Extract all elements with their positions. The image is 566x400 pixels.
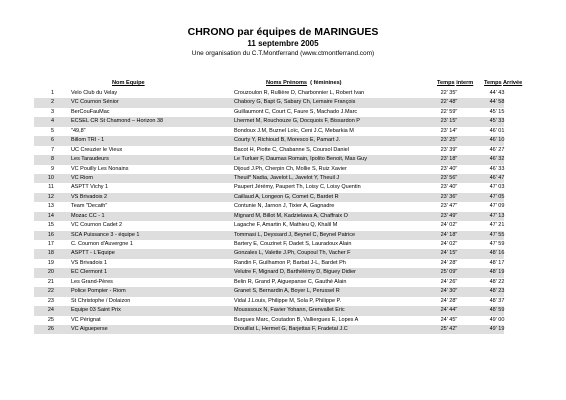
arrival-time-cell: 48' 17: [489, 259, 505, 266]
table-row: [34, 221, 504, 230]
header-names-note: ( féminines): [310, 80, 342, 86]
names-cell: Velutre F, Mignard D, Barthélémy D, Biguey Didier: [234, 269, 356, 276]
arrival-time-cell: 47' 59: [489, 241, 505, 247]
names-cell: Theuil* Nadia, Javelot L, Javelot Y, Theuil J: [234, 174, 340, 181]
team-cell: Billom TRI - 1: [71, 137, 105, 144]
team-cell: Police Pompier - Riom: [71, 288, 126, 295]
arrival-time-cell: 47' 55: [489, 231, 505, 238]
table-row: [34, 136, 504, 145]
rank-cell: 4: [50, 118, 54, 125]
table-row: [34, 193, 504, 202]
arrival-time-cell: 46' 33: [489, 165, 505, 172]
table-row: [34, 165, 504, 174]
intermediate-time-cell: 24' 02": [440, 241, 458, 247]
team-cell: VC Aigueperse: [71, 325, 108, 332]
results-table: [34, 89, 504, 334]
arrival-time-cell: 48' 37: [489, 297, 505, 304]
arrival-time-cell: 48' 23: [489, 288, 505, 295]
names-cell: Randin F, Guilhamon P, Barbat J-L, Bardet Ph: [234, 259, 346, 266]
team-cell: ASPTT - L'Equipe: [71, 250, 115, 257]
table-row: [34, 278, 504, 287]
team-cell: UC Creuzier le Vieux: [71, 146, 123, 153]
intermediate-time-cell: 24' 30": [440, 288, 458, 295]
intermediate-time-cell: 23' 14": [440, 127, 458, 134]
arrival-time-cell: 47' 13: [489, 212, 505, 219]
table-row: [34, 325, 504, 334]
table-row: [34, 316, 504, 325]
header-team: Nom Equipe: [112, 80, 145, 86]
intermediate-time-cell: 23' 47": [440, 203, 458, 210]
table-row: [34, 268, 504, 277]
arrival-time-cell: 49' 00: [489, 316, 505, 323]
team-cell: St Christophe / Dolaizon: [71, 297, 131, 304]
header-interm-label: interm: [456, 80, 474, 86]
table-row: [34, 202, 504, 211]
arrival-time-cell: 46' 01: [489, 127, 505, 134]
intermediate-time-cell: 24' 26": [440, 278, 458, 285]
names-cell: Contunie N, Jarnon J, Tixier A, Gagnadre: [234, 203, 335, 210]
intermediate-time-cell: 23' 15": [440, 118, 458, 125]
arrival-time-cell: 49' 19: [489, 325, 505, 332]
rank-cell: 17: [47, 241, 54, 247]
names-cell: Bondoux J.M, Buznel Loïc, Ceni J.C, Mebarkia M: [234, 127, 354, 134]
intermediate-time-cell: 25' 42": [440, 325, 458, 332]
header-temps-label: Temps: [437, 80, 455, 86]
names-cell: Chabory G, Bapt G, Sabary Ch, Lemaire François: [234, 99, 356, 106]
arrival-time-cell: 48' 59: [489, 307, 505, 314]
rank-cell: 26: [47, 325, 54, 332]
rank-cell: 13: [47, 203, 54, 210]
rank-cell: 10: [47, 174, 54, 181]
table-row: [34, 249, 504, 258]
arrival-time-cell: 47' 09: [489, 203, 505, 210]
names-cell: Guillaumont C, Court C, Faure S, Machado J.Marc: [234, 108, 358, 115]
team-cell: Team "Decath": [71, 203, 108, 210]
team-cell: VS Brivadois 1: [71, 259, 108, 266]
intermediate-time-cell: 23' 40": [440, 184, 458, 191]
rank-cell: 12: [47, 193, 54, 200]
names-cell: Dijoud J.Ph, Cherpin Ch, Mollie S, Ruiz Xavier: [234, 165, 347, 172]
team-cell: Mozac CC - 1: [71, 212, 105, 219]
table-row: [34, 89, 504, 98]
arrival-time-cell: 47' 05: [489, 193, 505, 200]
rank-cell: 9: [50, 165, 54, 172]
table-row: [34, 98, 504, 107]
names-cell: Crouzoulon R, Rullière D, Charbonnier L, Robert Ivan: [234, 90, 365, 96]
table-row: [34, 108, 504, 117]
names-cell: Tommasi L, Deyssard J, Beynel C, Beynel Patrice: [234, 231, 356, 238]
intermediate-time-cell: 23' 25": [440, 137, 458, 144]
names-cell: Courty Y, Richioud B, Moresco E, Pamart J.: [234, 137, 341, 144]
arrival-time-cell: 46' 27: [489, 146, 505, 153]
table-row: [34, 297, 504, 306]
team-cell: Les Grand-Pères: [71, 278, 113, 285]
names-cell: Drouillat L, Hermet G, Barjettas F, Fradetal J.C: [234, 325, 348, 332]
team-cell: VC Pérignat: [71, 316, 101, 323]
intermediate-time-cell: 24' 18": [440, 231, 458, 238]
arrival-time-cell: 46' 32: [489, 156, 505, 163]
arrival-time-cell: 45' 33: [489, 118, 505, 125]
intermediate-time-cell: 23' 18": [440, 156, 458, 163]
team-cell: ASPTT Vichy 1: [71, 184, 109, 191]
intermediate-time-cell: 23' 39": [440, 146, 458, 153]
names-cell: Lhermet M, Rouchouze G, Docquois F, Bissardon P: [234, 118, 360, 125]
arrival-time-cell: 48' 16: [489, 250, 505, 257]
arrival-time-cell: 45' 15: [489, 108, 505, 115]
rank-cell: 20: [47, 269, 54, 276]
page-title: CHRONO par équipes de MARINGUES: [187, 26, 379, 38]
names-cell: Caillaud A, Longeon G, Comet C, Bardet R: [234, 193, 339, 200]
rank-cell: 19: [47, 259, 54, 266]
rank-cell: 5: [50, 127, 54, 134]
names-cell: Mignard M, Billot M, Kadzielawa A, Chaffraix O: [234, 212, 348, 219]
names-cell: Paupert Jérémy, Paupert Th, Loisy C, Loisy Quentin: [234, 184, 361, 191]
team-cell: Equipe 03 Saint Prix: [71, 307, 121, 314]
table-row: [34, 127, 504, 136]
table-row: [34, 240, 504, 249]
table-row: [34, 231, 504, 240]
names-cell: Belin R, Grand P, Aiguepanse C, Gauthé Alain: [234, 278, 347, 285]
intermediate-time-cell: 24' 44": [440, 307, 458, 314]
rank-cell: 21: [47, 278, 54, 285]
intermediate-time-cell: 23' 49": [440, 212, 458, 219]
names-cell: Lagache F, Amartin K, Mathieu Q, Khalil M: [234, 222, 338, 229]
header-names: [266, 79, 342, 88]
rank-cell: 15: [47, 222, 54, 229]
rank-cell: 18: [47, 250, 54, 257]
rank-cell: 6: [50, 137, 54, 144]
rank-cell: 24: [47, 307, 54, 314]
team-cell: VS Brivadois 2: [71, 193, 108, 200]
team-cell: EC Clermont 1: [71, 269, 108, 276]
arrival-time-cell: 48' 19: [489, 269, 505, 276]
header-arrival-label: Arrivée: [502, 80, 523, 86]
names-cell: Le Turluer F, Daumas Romain, Ipolito Benoit, Mas Guy: [234, 156, 367, 163]
header-intermediate-time: [437, 79, 473, 88]
team-cell: BerCouFauMac: [71, 108, 110, 115]
intermediate-time-cell: 24' 28": [440, 259, 458, 266]
organisation-line: Une organisation du C.T.Montferrand (www.ctmontferrand.com): [191, 50, 375, 57]
table-row: [34, 259, 504, 268]
table-row: [34, 183, 504, 192]
arrival-time-cell: 47' 03: [489, 184, 505, 191]
arrival-time-cell: 47' 21: [489, 222, 505, 229]
rank-cell: 8: [50, 156, 54, 163]
team-cell: VC Pouilly Les Nonains: [71, 165, 129, 172]
team-cell: VC Cournon Sénior: [71, 99, 119, 106]
rank-cell: 7: [50, 146, 54, 153]
table-row: [34, 174, 504, 183]
intermediate-time-cell: 22' 48": [440, 99, 458, 106]
team-cell: VC Riom: [71, 174, 94, 181]
intermediate-time-cell: 23' 40": [440, 165, 458, 172]
team-cell: Velo Club du Velay: [71, 90, 118, 96]
rank-cell: 14: [47, 212, 54, 219]
team-cell: VC Cournon Cadet 2: [71, 222, 123, 229]
team-cell: ECSEL CR St Chamond – Horizon 38: [71, 118, 164, 125]
intermediate-time-cell: 24' 28": [440, 297, 458, 304]
intermediate-time-cell: 22' 59": [440, 108, 458, 115]
arrival-time-cell: 44' 58: [489, 99, 505, 106]
table-row: [34, 287, 504, 296]
rank-cell: 11: [48, 184, 54, 191]
intermediate-time-cell: 22' 35": [440, 90, 458, 96]
rank-cell: 16: [47, 231, 54, 238]
rank-cell: 25: [47, 316, 54, 323]
names-cell: Bacot H, Piotte C, Chabanne S, Coursol Daniel: [234, 146, 349, 153]
table-row: [34, 146, 504, 155]
team-cell: C. Cournon d'Auvergne 1: [71, 241, 133, 247]
names-cell: Vidal J.Louis, Philippe M, Sola P, Philippe P.: [234, 297, 342, 304]
table-row: [34, 212, 504, 221]
intermediate-time-cell: 24' 02": [440, 222, 458, 229]
arrival-time-cell: 44' 43: [489, 90, 505, 96]
intermediate-time-cell: 23' 56": [440, 174, 458, 181]
names-cell: Gonzales L, Valette J.Ph, Coupoul Th, Vacher F: [234, 250, 351, 257]
intermediate-time-cell: 23' 36": [440, 193, 458, 200]
team-cell: SCA Puissance 3 - équipe 1: [71, 231, 140, 238]
table-row: [34, 117, 504, 126]
arrival-time-cell: 46' 47: [489, 174, 505, 181]
event-date: 11 septembre 2005: [247, 39, 319, 48]
table-header: [0, 79, 566, 88]
rank-cell: 22: [47, 288, 54, 295]
table-row: [34, 155, 504, 164]
table-row: [34, 306, 504, 315]
header-arrival-prefix: Temps: [484, 80, 502, 86]
header-arrival-time: [484, 79, 522, 88]
team-cell: "49,8": [71, 127, 86, 134]
arrival-time-cell: 46' 10: [489, 137, 505, 144]
names-cell: Granet S, Bernardin A, Boyer L, Perussel R: [234, 288, 340, 295]
arrival-time-cell: 48' 22: [489, 278, 505, 285]
names-cell: Burgues Marc, Coutadon B, Valliergues E, Lopes A: [234, 316, 359, 323]
rank-cell: 3: [50, 108, 54, 115]
intermediate-time-cell: 24' 15": [440, 250, 458, 257]
header-names-label: Noms Prénoms: [266, 80, 308, 86]
rank-cell: 2: [50, 99, 54, 106]
rank-cell: 23: [47, 297, 54, 304]
names-cell: Bartery E, Couzinet F, Dadet S, Lauradoux Alain: [234, 241, 352, 247]
rank-cell: 1: [50, 90, 54, 96]
names-cell: Mousssoux N, Favier Yohann, Grenvallet Eric: [234, 307, 345, 314]
intermediate-time-cell: 25' 09": [440, 269, 458, 276]
team-cell: Les Taraudeurs: [71, 156, 109, 163]
intermediate-time-cell: 24' 45": [440, 316, 458, 323]
